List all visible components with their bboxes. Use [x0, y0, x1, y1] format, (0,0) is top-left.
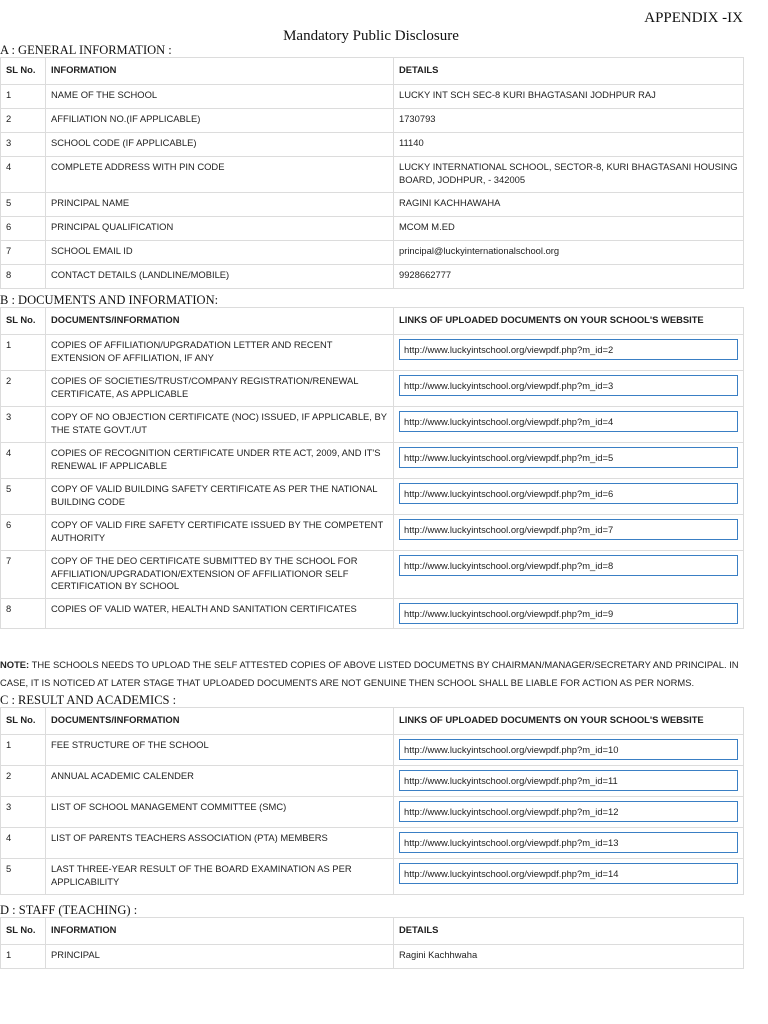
- document-cell: COPIES OF AFFILIATION/UPGRADATION LETTER AND RECENT EXTENSION OF AFFILIATION, IF ANY: [46, 335, 394, 371]
- sl-cell: 1: [1, 85, 46, 109]
- sl-cell: 7: [1, 551, 46, 599]
- document-link[interactable]: http://www.luckyintschool.org/viewpdf.php?m_id=5: [399, 447, 738, 468]
- information-cell: PRINCIPAL NAME: [46, 193, 394, 217]
- sl-cell: 2: [1, 766, 46, 797]
- column-header-sl: SL No.: [1, 708, 46, 735]
- column-header-information: INFORMATION: [46, 58, 394, 85]
- table-header-row: [1, 308, 744, 335]
- document-cell: COPIES OF RECOGNITION CERTIFICATE UNDER RTE ACT, 2009, AND IT'S RENEWAL IF APPLICABLE: [46, 443, 394, 479]
- document-cell: ANNUAL ACADEMIC CALENDER: [46, 766, 394, 797]
- sl-cell: 2: [1, 371, 46, 407]
- column-header-sl: SL No.: [1, 918, 46, 945]
- column-header-sl: SL No.: [1, 58, 46, 85]
- table-row: [1, 85, 744, 109]
- column-header-sl: SL No.: [1, 308, 46, 335]
- table-row: [1, 766, 744, 797]
- document-link[interactable]: http://www.luckyintschool.org/viewpdf.php?m_id=4: [399, 411, 738, 432]
- link-cell: [394, 828, 744, 859]
- page-title: Mandatory Public Disclosure: [283, 28, 459, 44]
- document-cell: FEE STRUCTURE OF THE SCHOOL: [46, 735, 394, 766]
- sl-cell: 6: [1, 515, 46, 551]
- sl-cell: 3: [1, 797, 46, 828]
- table-header-row: [1, 918, 744, 945]
- information-cell: COMPLETE ADDRESS WITH PIN CODE: [46, 157, 394, 193]
- note-text: THE SCHOOLS NEEDS TO UPLOAD THE SELF ATTESTED COPIES OF ABOVE LISTED DOCUMETNS BY CHAIRMAN/MANAGER/SECRETARY AND PRINCIPAL. IN CASE, IT IS NOTICED AT LATER STAGE THAT UPLOADED DOCUMENTS ARE NOT GENUINE THEN SCHOOL SHALL BE LIABLE FOR ACTION AS PER NORMS.: [0, 659, 739, 688]
- link-cell: [394, 443, 744, 479]
- table-row: [1, 157, 744, 193]
- sl-cell: 5: [1, 193, 46, 217]
- document-cell: COPIES OF SOCIETIES/TRUST/COMPANY REGISTRATION/RENEWAL CERTIFICATE, AS APPLICABLE: [46, 371, 394, 407]
- table-row: [1, 479, 744, 515]
- table-row: [1, 371, 744, 407]
- details-cell: MCOM M.ED: [394, 217, 744, 241]
- table-row: [1, 859, 744, 895]
- details-cell: 9928662777: [394, 265, 744, 289]
- document-cell: LIST OF PARENTS TEACHERS ASSOCIATION (PTA) MEMBERS: [46, 828, 394, 859]
- column-header-details: DETAILS: [394, 918, 744, 945]
- document-link[interactable]: http://www.luckyintschool.org/viewpdf.php?m_id=11: [399, 770, 738, 791]
- document-cell: LIST OF SCHOOL MANAGEMENT COMMITTEE (SMC): [46, 797, 394, 828]
- general-info-table: [0, 57, 744, 289]
- link-cell: [394, 859, 744, 895]
- sl-cell: 8: [1, 599, 46, 629]
- table-row: [1, 735, 744, 766]
- document-link[interactable]: http://www.luckyintschool.org/viewpdf.php?m_id=7: [399, 519, 738, 540]
- sl-cell: 8: [1, 265, 46, 289]
- link-cell: [394, 407, 744, 443]
- link-cell: [394, 766, 744, 797]
- details-cell: RAGINI KACHHAWAHA: [394, 193, 744, 217]
- table-row: [1, 828, 744, 859]
- result-academics-table: [0, 707, 744, 895]
- link-cell: [394, 551, 744, 599]
- table-header-row: [1, 708, 744, 735]
- link-cell: [394, 797, 744, 828]
- sl-cell: 1: [1, 335, 46, 371]
- details-cell: LUCKY INT SCH SEC-8 KURI BHAGTASANI JODHPUR RAJ: [394, 85, 744, 109]
- sl-cell: 1: [1, 945, 46, 969]
- link-cell: [394, 335, 744, 371]
- document-cell: COPY OF NO OBJECTION CERTIFICATE (NOC) ISSUED, IF APPLICABLE, BY THE STATE GOVT./UT: [46, 407, 394, 443]
- sl-cell: 3: [1, 133, 46, 157]
- column-header-links: LINKS OF UPLOADED DOCUMENTS ON YOUR SCHOOL'S WEBSITE: [394, 308, 744, 335]
- table-header-row: [1, 58, 744, 85]
- details-cell: 11140: [394, 133, 744, 157]
- sl-cell: 6: [1, 217, 46, 241]
- information-cell: AFFILIATION NO.(IF APPLICABLE): [46, 109, 394, 133]
- information-cell: PRINCIPAL QUALIFICATION: [46, 217, 394, 241]
- section-b-heading: B : DOCUMENTS AND INFORMATION:: [0, 293, 219, 307]
- table-row: [1, 945, 744, 969]
- staff-teaching-table: [0, 917, 744, 969]
- table-row: [1, 335, 744, 371]
- document-cell: COPIES OF VALID WATER, HEALTH AND SANITATION CERTIFICATES: [46, 599, 394, 629]
- column-header-documents: DOCUMENTS/INFORMATION: [46, 308, 394, 335]
- table-row: [1, 241, 744, 265]
- table-row: [1, 443, 744, 479]
- document-link[interactable]: http://www.luckyintschool.org/viewpdf.php?m_id=8: [399, 555, 738, 576]
- document-link[interactable]: http://www.luckyintschool.org/viewpdf.php?m_id=6: [399, 483, 738, 504]
- link-cell: [394, 599, 744, 629]
- details-cell: LUCKY INTERNATIONAL SCHOOL, SECTOR-8, KURI BHAGTASANI HOUSING BOARD, JODHPUR, - 342005: [394, 157, 744, 193]
- document-link[interactable]: http://www.luckyintschool.org/viewpdf.php?m_id=9: [399, 603, 738, 624]
- table-row: [1, 265, 744, 289]
- sl-cell: 2: [1, 109, 46, 133]
- information-cell: SCHOOL CODE (IF APPLICABLE): [46, 133, 394, 157]
- document-link[interactable]: http://www.luckyintschool.org/viewpdf.php?m_id=3: [399, 375, 738, 396]
- details-cell: Ragini Kachhwaha: [394, 945, 744, 969]
- document-link[interactable]: http://www.luckyintschool.org/viewpdf.php?m_id=13: [399, 832, 738, 853]
- table-row: [1, 193, 744, 217]
- table-row: [1, 133, 744, 157]
- sl-cell: 1: [1, 735, 46, 766]
- details-cell: 1730793: [394, 109, 744, 133]
- section-d-heading: D : STAFF (TEACHING) :: [0, 903, 138, 917]
- section-c-heading: C : RESULT AND ACADEMICS :: [0, 693, 177, 707]
- sl-cell: 5: [1, 479, 46, 515]
- appendix-label: APPENDIX -IX: [644, 10, 743, 26]
- information-cell: CONTACT DETAILS (LANDLINE/MOBILE): [46, 265, 394, 289]
- column-header-documents: DOCUMENTS/INFORMATION: [46, 708, 394, 735]
- table-row: [1, 407, 744, 443]
- information-cell: NAME OF THE SCHOOL: [46, 85, 394, 109]
- table-row: [1, 797, 744, 828]
- document-link[interactable]: http://www.luckyintschool.org/viewpdf.php?m_id=2: [399, 339, 738, 360]
- column-header-links: LINKS OF UPLOADED DOCUMENTS ON YOUR SCHOOL'S WEBSITE: [394, 708, 744, 735]
- sl-cell: 5: [1, 859, 46, 895]
- documents-table: [0, 307, 744, 629]
- document-cell: COPY OF THE DEO CERTIFICATE SUBMITTED BY THE SCHOOL FOR AFFILIATION/UPGRADATION/EXTENSION OF AFFILIATIONOR SELF CERTIFICATION BY SCHOOL: [46, 551, 394, 599]
- table-row: [1, 109, 744, 133]
- table-row: [1, 599, 744, 629]
- document-link[interactable]: http://www.luckyintschool.org/viewpdf.php?m_id=10: [399, 739, 738, 760]
- link-cell: [394, 479, 744, 515]
- table-row: [1, 551, 744, 599]
- email-value: principal@luckyinternationalschool.org: [394, 241, 744, 265]
- disclosure-note: [0, 656, 750, 692]
- document-cell: COPY OF VALID FIRE SAFETY CERTIFICATE ISSUED BY THE COMPETENT AUTHORITY: [46, 515, 394, 551]
- document-cell: COPY OF VALID BUILDING SAFETY CERTIFICATE AS PER THE NATIONAL BUILDING CODE: [46, 479, 394, 515]
- information-cell: PRINCIPAL: [46, 945, 394, 969]
- document-link[interactable]: http://www.luckyintschool.org/viewpdf.php?m_id=14: [399, 863, 738, 884]
- sl-cell: 7: [1, 241, 46, 265]
- note-label: NOTE:: [0, 659, 30, 670]
- section-a-heading: A : GENERAL INFORMATION :: [0, 43, 172, 57]
- sl-cell: 4: [1, 157, 46, 193]
- table-row: [1, 217, 744, 241]
- column-header-details: DETAILS: [394, 58, 744, 85]
- link-cell: [394, 515, 744, 551]
- sl-cell: 3: [1, 407, 46, 443]
- column-header-information: INFORMATION: [46, 918, 394, 945]
- document-cell: LAST THREE-YEAR RESULT OF THE BOARD EXAMINATION AS PER APPLICABILITY: [46, 859, 394, 895]
- document-link[interactable]: http://www.luckyintschool.org/viewpdf.php?m_id=12: [399, 801, 738, 822]
- link-cell: [394, 735, 744, 766]
- information-cell: SCHOOL EMAIL ID: [46, 241, 394, 265]
- link-cell: [394, 371, 744, 407]
- table-row: [1, 515, 744, 551]
- sl-cell: 4: [1, 828, 46, 859]
- sl-cell: 4: [1, 443, 46, 479]
